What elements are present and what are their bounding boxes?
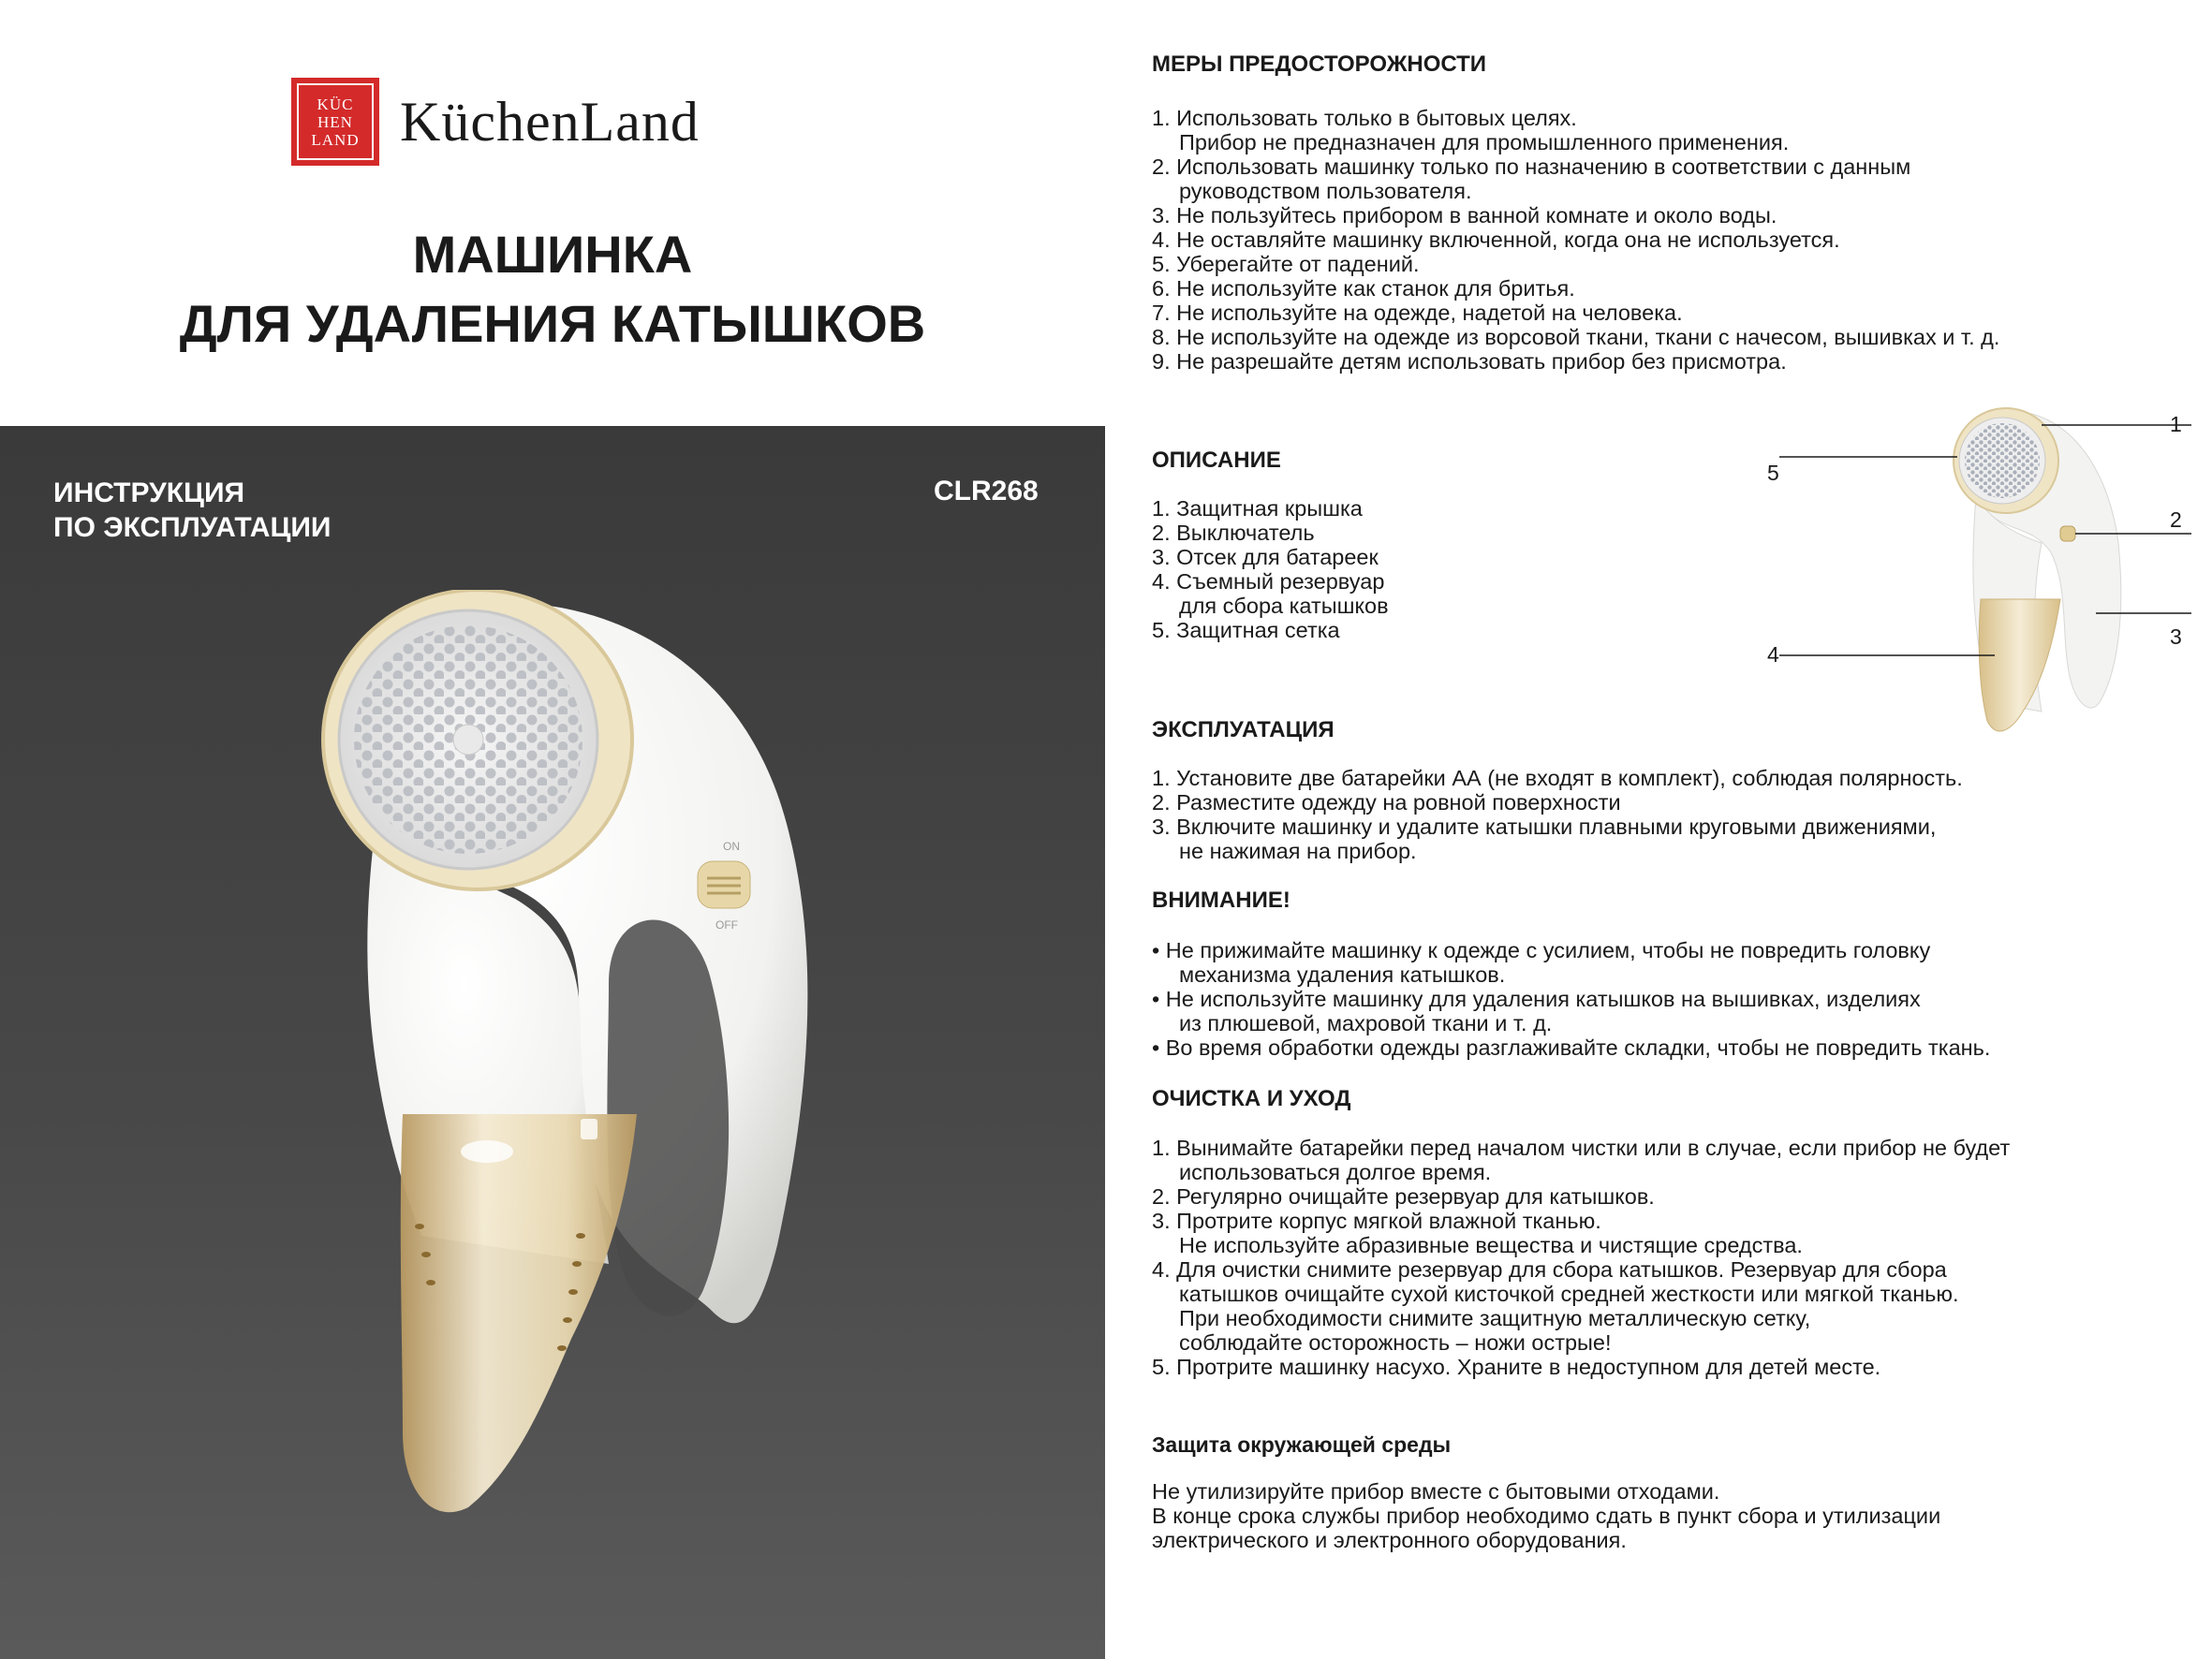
parts-diagram	[1751, 403, 2201, 749]
list-item: 4. Съемный резервуар для сбора катышков	[1152, 569, 1389, 618]
precautions-heading: МЕРЫ ПРЕДОСТОРОЖНОСТИ	[1152, 51, 1487, 77]
list-item: 3. Протрите корпус мягкой влажной тканью. Не используйте абразивные вещества и чистящие средства.	[1152, 1209, 1803, 1257]
list-item: 5. Защитная сетка	[1152, 618, 1340, 642]
list-item: 3. Включите машинку и удалите катышки плавными круговыми движениями, не нажимая на прибор.	[1152, 815, 1937, 863]
logo-emblem-line: KÜC	[317, 95, 354, 113]
list-item: 4. Для очистки снимите резервуар для сбора катышков. Резервуар для сбора катышков очищайте сухой кисточкой средней жесткости или мягкой тканью. При необходимости снимите защитную металлическую сетку, соблюдайте осторожность – ножи острые!	[1152, 1257, 1959, 1355]
diagram-grille-holes	[1965, 423, 2040, 498]
list-item: 2. Регулярно очищайте резервуар для катышков.	[1152, 1184, 1655, 1209]
list-item: 2. Использовать машинку только по назначению в соответствии с данным руководством пользователя.	[1152, 154, 1911, 203]
list-item: 3. Не пользуйтесь прибором в ванной комнате и около воды.	[1152, 203, 1777, 228]
list-item: 4. Не оставляйте машинку включенной, когда она не используется.	[1152, 228, 1840, 252]
list-item: 8. Не используйте на одежде из ворсовой ткани, ткани с начесом, вышивках и т. д.	[1152, 325, 2000, 349]
logo-emblem-line: HEN	[317, 112, 353, 131]
list-item: 1. Установите две батарейки АА (не входят в комплект), соблюдая полярность.	[1152, 766, 1963, 790]
cleaning-list	[1152, 1136, 2010, 1379]
list-item: 6. Не используйте как станок для бритья.	[1152, 276, 1575, 301]
manual-title-line: ИНСТРУКЦИЯ	[53, 477, 245, 508]
precautions-list	[1152, 106, 1999, 374]
list-item: • Во время обработки одежды разглаживайте складки, чтобы не повредить ткань.	[1152, 1035, 1991, 1060]
cover-panel	[0, 0, 1105, 1659]
callout-2: 2	[2170, 507, 2182, 532]
description-heading: ОПИСАНИЕ	[1152, 448, 1281, 473]
tank-window	[461, 1140, 513, 1163]
product-title	[0, 220, 1105, 359]
logo-emblem	[291, 78, 379, 166]
list-item: 3. Отсек для батареек	[1152, 545, 1379, 569]
attention-heading: ВНИМАНИЕ!	[1152, 888, 1290, 913]
manual-title	[53, 476, 331, 545]
tank-latch	[581, 1119, 597, 1139]
operation-list	[1152, 766, 1963, 863]
environment-line: электрического и электронного оборудования.	[1152, 1528, 1627, 1552]
product-title-line: МАШИНКА	[412, 225, 693, 284]
switch-on-label: ON	[723, 840, 740, 853]
list-item: 1. Защитная крышка	[1152, 496, 1363, 521]
device-photo	[300, 590, 824, 1545]
diagram-tank	[1979, 599, 2060, 731]
list-item: 1. Вынимайте батарейки перед началом чистки или в случае, если прибор не будет использоваться долгое время.	[1152, 1136, 2011, 1184]
environment-line: Не утилизируйте прибор вместе с бытовыми отходами.	[1152, 1479, 1720, 1504]
callout-1: 1	[2170, 412, 2182, 436]
cleaning-heading: ОЧИСТКА И УХОД	[1152, 1086, 1351, 1111]
list-item: 5. Протрите машинку насухо. Храните в недоступном для детей месте.	[1152, 1355, 1881, 1379]
brand-name: KüchenLand	[400, 90, 700, 153]
list-item: 7. Не используйте на одежде, надетой на человека.	[1152, 301, 1683, 325]
environment-line: В конце срока службы прибор необходимо сдать в пункт сбора и утилизации	[1152, 1504, 1941, 1528]
collection-tank	[401, 1114, 637, 1512]
callout-3: 3	[2170, 624, 2182, 649]
logo-emblem-line: LAND	[311, 130, 360, 149]
diagram-switch	[2060, 526, 2075, 541]
grille-center	[453, 725, 483, 755]
instructions-panel	[1105, 0, 2212, 1659]
environment-text	[1152, 1479, 1940, 1552]
attention-list	[1152, 938, 1990, 1060]
operation-heading: ЭКСПЛУАТАЦИЯ	[1152, 717, 1335, 742]
list-item: • Не прижимайте машинку к одежде с усилием, чтобы не повредить головку механизма удаления катышков.	[1152, 938, 1931, 987]
list-item: 2. Выключатель	[1152, 521, 1315, 545]
list-item: 2. Разместите одежду на ровной поверхности	[1152, 790, 1621, 815]
list-item: 9. Не разрешайте детям использовать прибор без присмотра.	[1152, 349, 1787, 374]
product-title-line: ДЛЯ УДАЛЕНИЯ КАТЫШКОВ	[179, 294, 926, 353]
list-item: • Не используйте машинку для удаления катышков на вышивках, изделиях из плюшевой, махровой ткани и т. д.	[1152, 987, 1921, 1035]
description-list	[1152, 496, 1389, 642]
callout-4: 4	[1767, 642, 1779, 667]
callout-5: 5	[1767, 461, 1779, 485]
environment-heading: Защита окружающей среды	[1152, 1432, 1452, 1457]
brand-logo	[291, 75, 700, 169]
list-item: 5. Уберегайте от падений.	[1152, 252, 1420, 276]
cover-top	[0, 0, 1105, 426]
list-item: 1. Использовать только в бытовых целях. Прибор не предназначен для промышленного применения.	[1152, 106, 1790, 154]
manual-title-line: ПО ЭКСПЛУАТАЦИИ	[53, 512, 332, 543]
model-number: CLR268	[934, 476, 1039, 507]
switch-off-label: OFF	[715, 918, 738, 932]
